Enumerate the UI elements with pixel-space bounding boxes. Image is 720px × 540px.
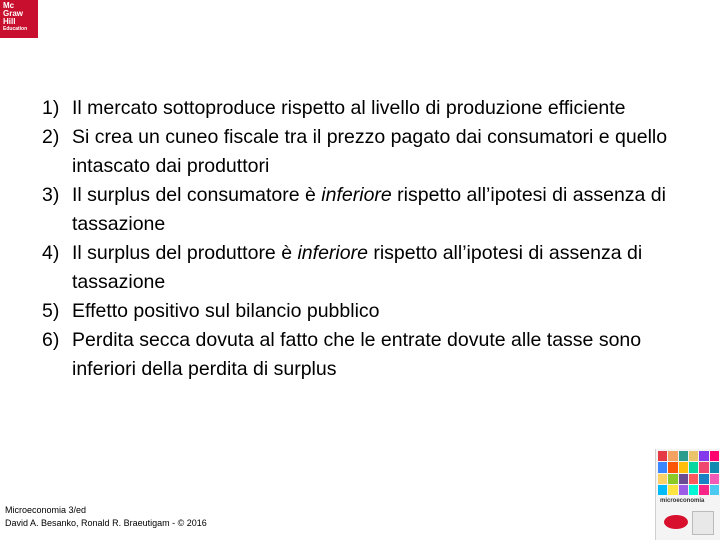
list-item — [42, 94, 682, 123]
mosaic-tile — [679, 462, 688, 472]
mosaic-tile — [658, 474, 667, 484]
list-item — [42, 297, 682, 326]
mosaic-tile — [679, 474, 688, 484]
logo-line-graw: Graw — [3, 9, 24, 18]
list-item — [42, 326, 682, 384]
mosaic-tile — [668, 462, 677, 472]
item-number: 6) — [42, 329, 60, 351]
item-number: 1) — [42, 97, 60, 119]
item-text-post: rispetto all’ipotesi di assenza di tassazione — [72, 242, 643, 293]
book-sticker-icon — [692, 511, 714, 535]
mosaic-tile — [699, 462, 708, 472]
item-text-pre: Il surplus del produttore è — [72, 242, 298, 264]
book-cover-title: microeconomia — [660, 498, 705, 504]
logo-line-hill: Hill — [3, 17, 16, 26]
slide-content-list — [42, 94, 682, 384]
book-cover-thumbnail — [655, 449, 720, 540]
mosaic-tile — [689, 462, 698, 472]
list-item — [42, 239, 682, 297]
mosaic-tile — [689, 474, 698, 484]
item-number: 4) — [42, 242, 60, 264]
mosaic-tile — [668, 474, 677, 484]
item-text: Il mercato sottoproduce rispetto al livello di produzione efficiente — [72, 97, 626, 119]
footer-citation — [5, 504, 207, 530]
list-item — [42, 123, 682, 181]
list-item — [42, 181, 682, 239]
logo-line-education: Education — [3, 26, 28, 32]
item-number: 5) — [42, 300, 60, 322]
footer-authors: David A. Besanko, Ronald R. Braeutigam - © 2016 — [5, 518, 207, 528]
item-text — [72, 239, 682, 297]
mosaic-tile — [699, 474, 708, 484]
mosaic-tile — [679, 485, 688, 495]
item-text-emphasis: inferiore — [297, 242, 368, 264]
book-cover-mosaic — [658, 451, 719, 495]
item-number: 2) — [42, 126, 60, 148]
mosaic-tile — [699, 485, 708, 495]
mosaic-tile — [710, 474, 719, 484]
book-badge-icon — [664, 515, 688, 529]
item-number: 3) — [42, 184, 60, 206]
item-text: Perdita secca dovuta al fatto che le entrate dovute alle tasse sono inferiori della perdita di surplus — [72, 329, 642, 380]
mosaic-tile — [710, 485, 719, 495]
footer-book-title: Microeconomia 3/ed — [5, 505, 87, 515]
mosaic-tile — [658, 451, 667, 461]
publisher-logo — [0, 0, 38, 38]
mosaic-tile — [699, 451, 708, 461]
mosaic-tile — [710, 451, 719, 461]
item-text-post: rispetto all’ipotesi di assenza di tassazione — [72, 184, 666, 235]
item-text-pre: Il surplus del consumatore è — [72, 184, 322, 206]
item-text — [72, 181, 682, 239]
mosaic-tile — [658, 462, 667, 472]
mosaic-tile — [689, 485, 698, 495]
mosaic-tile — [658, 485, 667, 495]
item-text: Si crea un cuneo fiscale tra il prezzo pagato dai consumatori e quello intascato dai produttori — [72, 126, 668, 177]
mosaic-tile — [668, 451, 677, 461]
item-text-emphasis: inferiore — [321, 184, 392, 206]
mosaic-tile — [679, 451, 688, 461]
logo-line-mc: Mc — [3, 1, 15, 10]
mosaic-tile — [689, 451, 698, 461]
mosaic-tile — [710, 462, 719, 472]
item-text: Effetto positivo sul bilancio pubblico — [72, 300, 380, 322]
mosaic-tile — [668, 485, 677, 495]
